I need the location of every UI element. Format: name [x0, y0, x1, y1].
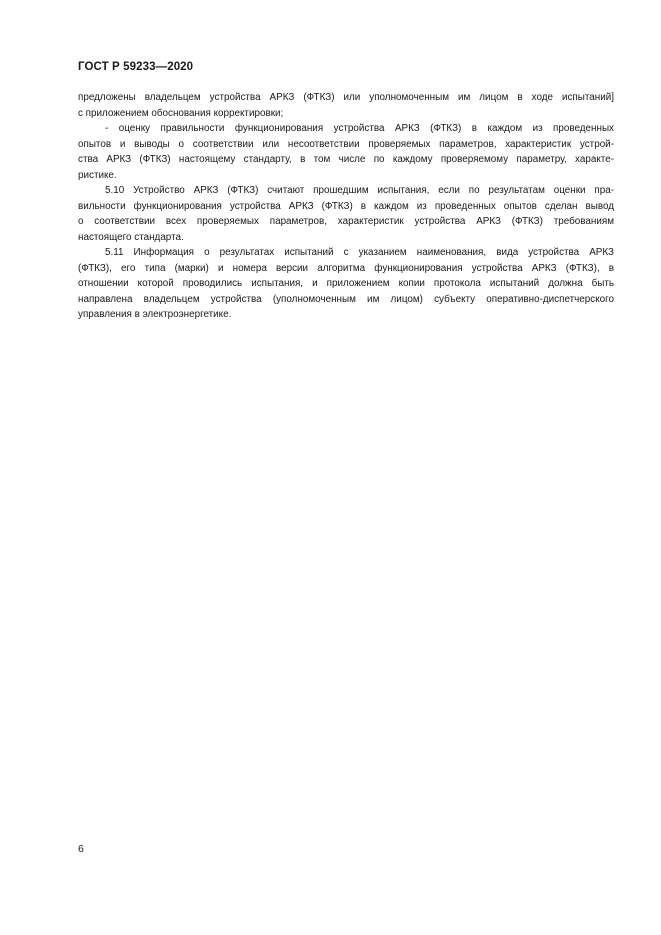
clause-5-11-line: 5.11 Информация о результатах испытаний с указанием наименования, вида устройства АРКЗ: [105, 247, 614, 258]
page-number: 6: [78, 843, 84, 855]
body-line: ристике.: [78, 169, 117, 181]
body-line: ства АРКЗ (ФТКЗ) настоящему стандарту, в том числе по каждому проверяемому параметру, характе-: [78, 154, 614, 165]
document-body: [78, 90, 614, 323]
body-line: (ФТКЗ), его типа (марки) и номера версии алгоритма функционирования устройства АРКЗ (ФТКЗ), в: [78, 262, 614, 274]
body-line: вильности функционирования устройства АРКЗ (ФТКЗ) в каждом из проведенных опытов сделан вывод: [78, 200, 614, 212]
body-line: предложены владельцем устройства АРКЗ (ФТКЗ) или уполномоченным им лицом в ходе испытаний]: [78, 92, 614, 103]
body-line: о соответствии всех проверяемых параметров, характеристик устройства АРКЗ (ФТКЗ) требованиям: [78, 216, 614, 227]
body-line: опытов и выводы о соответствии или несоответствии проверяемых параметров, характеристик устрой-: [78, 138, 614, 150]
body-line: отношении которой проводились испытания, и приложением копии протокола испытаний должна быть: [78, 278, 614, 289]
document-standard-title: ГОСТ Р 59233—2020: [78, 61, 194, 73]
body-line: управления в электроэнергетике.: [78, 309, 232, 320]
list-item-line: - оценку правильности функционирования устройства АРКЗ (ФТКЗ) в каждом из проведенных: [105, 123, 614, 134]
body-line: направлена владельцем устройства (уполномоченным им лицом) субъекту оперативно-диспетчерского: [78, 293, 614, 305]
body-line: с приложением обоснования корректировки;: [78, 107, 284, 119]
clause-5-10-line: 5.10 Устройство АРКЗ (ФТКЗ) считают прошедшим испытания, если по результатам оценки пра-: [105, 185, 614, 196]
body-line: настоящего стандарта.: [78, 231, 184, 243]
